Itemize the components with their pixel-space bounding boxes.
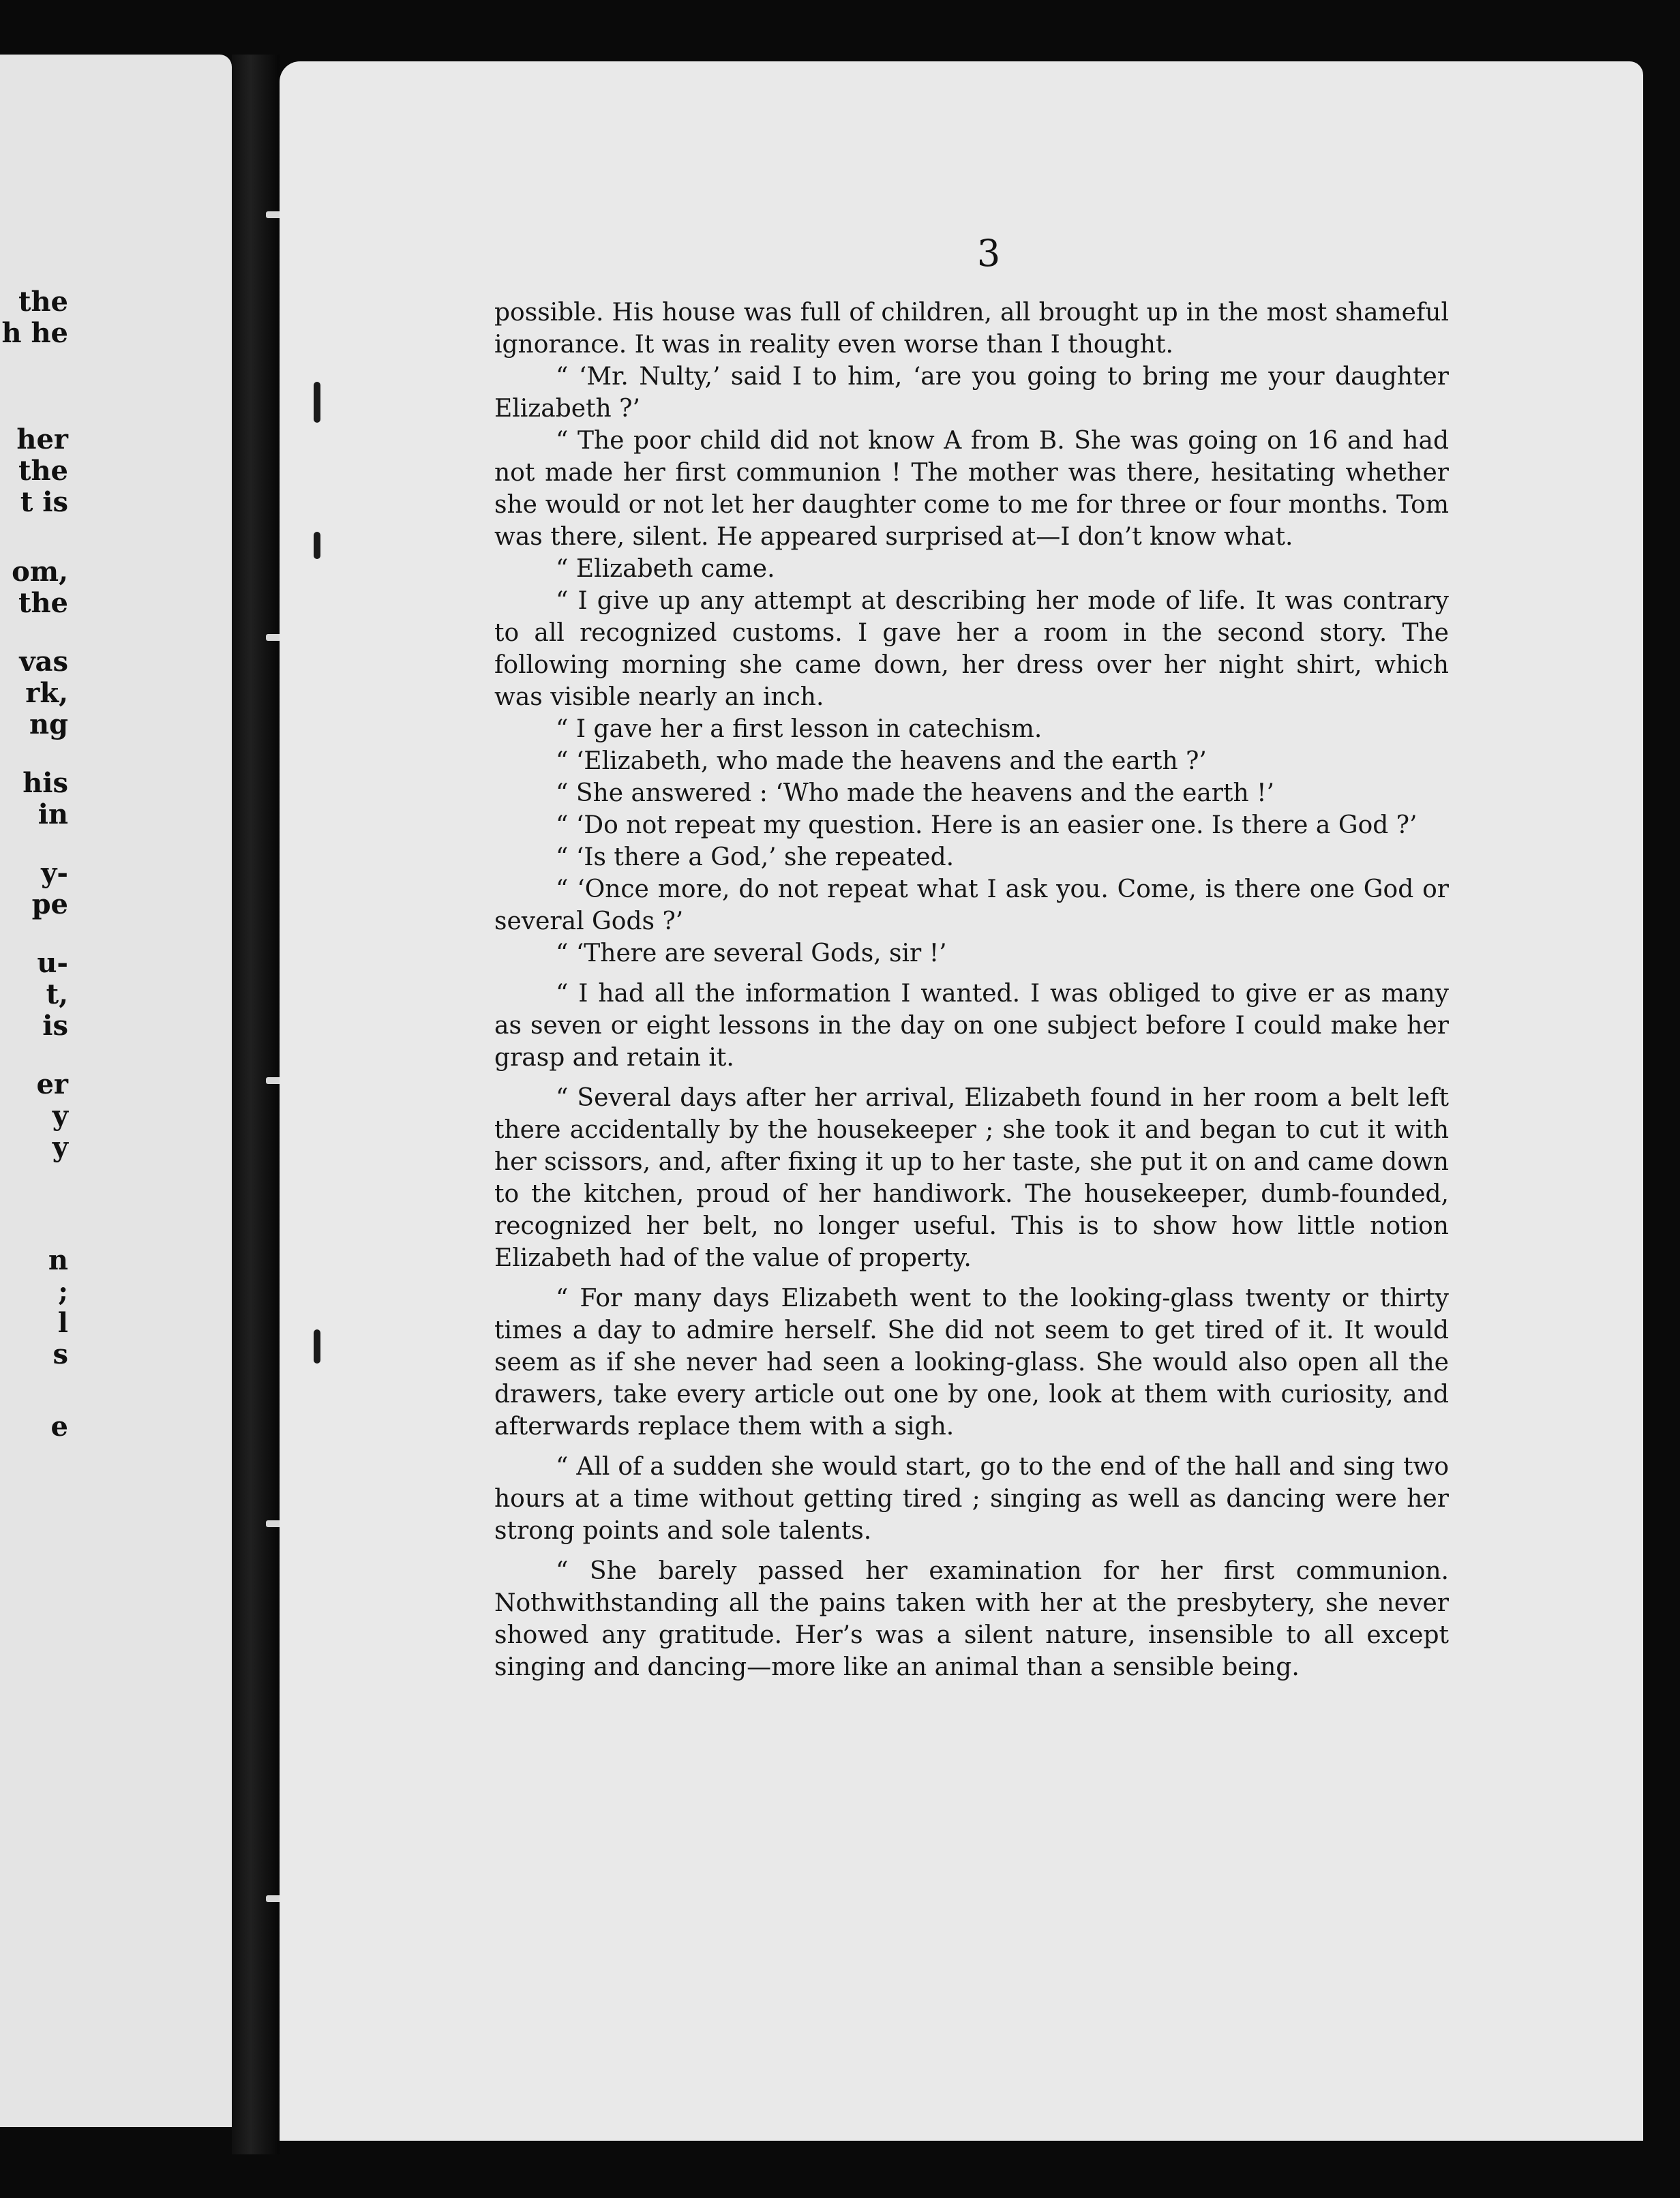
fragment: his in (22, 767, 68, 830)
paragraph: “ ‘Elizabeth, who made the heavens and the earth ?’ (556, 747, 1207, 775)
paragraph: “ ‘Do not repeat my question. Here is an easier one. Is there a God ?’ (556, 811, 1418, 839)
page (280, 61, 1643, 2141)
paragraph: “ ‘There are several Gods, sir !’ (556, 939, 947, 967)
binding-hole (314, 1329, 320, 1364)
binding-hole (314, 382, 320, 423)
fragment: e (50, 1411, 68, 1443)
paragraph: “ She answered : ‘Who made the heavens and the earth !’ (556, 779, 1275, 807)
paragraph: possible. His house was full of children, all brought up in the most shameful ignorance. It was in reality even worse than I thought. (494, 299, 1449, 359)
fragment: the h he (1, 286, 68, 349)
paragraph: “ Elizabeth came. (556, 555, 775, 583)
paragraph: “ ‘Mr. Nulty,’ said I to him, ‘are you going to bring me your daughter Elizabeth ?’ (494, 363, 1449, 423)
paragraph: “ I gave her a first lesson in catechism. (556, 715, 1042, 743)
fragment: u- t, is (37, 947, 68, 1042)
fragment: n ; l s (48, 1244, 68, 1370)
paragraph: “ All of a sudden she would start, go to the end of the hall and sing two hours at a time without getting tired ; singing as well as dancing were her strong points and sole talents. (494, 1453, 1449, 1545)
paragraph: “ For many days Elizabeth went to the looking-glass twenty or thirty times a day to admire herself. She did not seem to get tired of it. It would seem as if she never had seen a looking-glass. She would also open all the drawers, take every article out one by one, look at them with curiosity, and afterwards replace them with a sigh. (494, 1284, 1449, 1441)
previous-page-fragment (0, 55, 232, 2127)
paragraph: “ ‘Is there a God,’ she repeated. (556, 843, 955, 871)
paragraph: “ I give up any attempt at describing her mode of life. It was contrary to all recognized customs. I gave her a room in the second story. The following morning she came down, her dress over her night shirt, which was visible nearly an inch. (494, 587, 1449, 711)
paragraph: “ She barely passed her examination for her first communion. Nothwithstanding all the pains taken with her at the presbytery, she never showed any gratitude. Her’s was a silent nature, insensible to all except singing and dancing—more like an animal than a sensible being. (494, 1557, 1449, 1681)
paragraph: “ I had all the information I wanted. I was obliged to give er as many as seven or eight lessons in the day on one subject before I could make her grasp and retain it. (494, 980, 1449, 1072)
page-number: 3 (976, 232, 1001, 275)
body-text (494, 297, 1449, 1683)
paragraph: “ Several days after her arrival, Elizabeth found in her room a belt left there accidentally by the housekeeper ; she took it and began to cut it with her scissors, and, after fixing it up to her taste, she put it on and came down to the kitchen, proud of her handiwork. The housekeeper, dumb-founded, recognized her belt, no longer useful. This is to show how little notion Elizabeth had of the value of property. (494, 1084, 1449, 1272)
book-gutter (232, 55, 280, 2154)
binding-hole (314, 532, 320, 559)
previous-page-text (0, 286, 68, 1459)
paragraph: “ The poor child did not know A from B. She was going on 16 and had not made her first communion ! The mother was there, hesitating whether she would or not let her daughter come to me for three or four months. Tom was there, silent. He appeared surprised at—I don’t know what. (494, 427, 1449, 551)
fragment: om, the (12, 556, 68, 619)
fragment: vas rk, ng (19, 646, 68, 740)
paragraph: “ ‘Once more, do not repeat what I ask you. Come, is there one God or several Gods ?’ (494, 875, 1449, 935)
fragment: er y y (36, 1068, 68, 1163)
fragment: y- pe (31, 857, 68, 920)
fragment: her the t is (16, 423, 68, 518)
